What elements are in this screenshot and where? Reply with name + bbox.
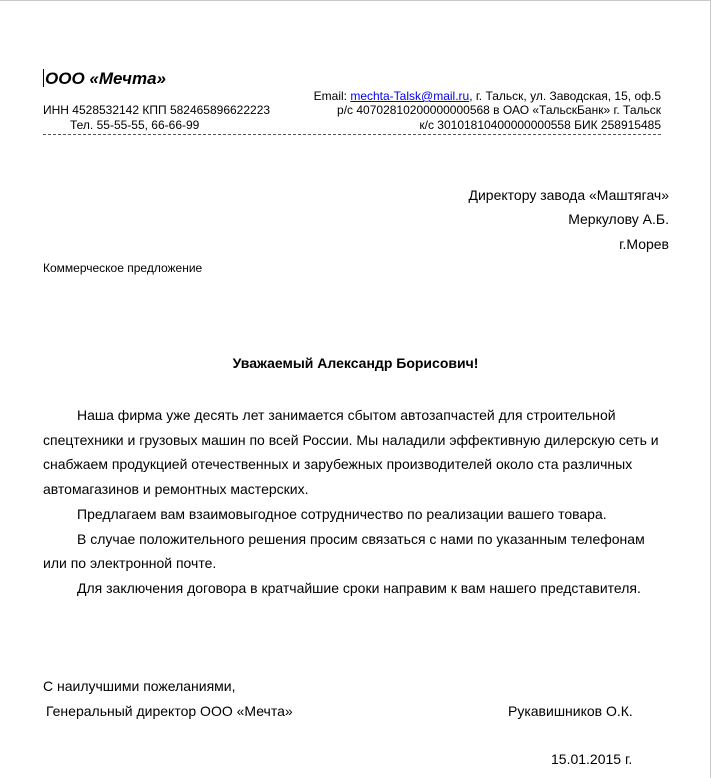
signer-position: Генеральный директор ООО «Мечта» [46, 703, 293, 719]
email-line [314, 89, 661, 103]
letter-subject: Коммерческое предложение [43, 261, 203, 275]
phones: Тел. 55-55-55, 66-66-99 [70, 118, 200, 132]
greeting: Уважаемый Александр Борисович! [232, 355, 479, 371]
company-name: ООО «Мечта» [45, 69, 166, 88]
email-prefix: Email: [313, 89, 351, 103]
page-border-top [0, 0, 711, 1]
bank-account: р/с 40702810200000000568 в ОАО «ТальскБанк» г. Тальск [337, 103, 661, 117]
paragraph: Для заключения договора в кратчайшие сроки направим к вам нашего представителя. [77, 579, 641, 596]
inn-kpp: ИНН 4528532142 КПП 582465896622223 [43, 103, 271, 117]
letterhead-separator [43, 134, 661, 135]
letter-date: 15.01.2015 г. [551, 751, 633, 767]
closing-phrase: С наилучшими пожеланиями, [43, 678, 236, 694]
signer-name: Рукавишников О.К. [508, 703, 633, 719]
recipient-position: Директору завода «Маштягач» [468, 187, 669, 203]
corr-account: к/с 30101810400000000558 БИК 258915485 [419, 118, 661, 132]
paragraph: В случае положительного решения просим связаться с нами по указанным телефонам или по электронной почте. [43, 530, 645, 572]
address: , г. Тальск, ул. Заводская, 15, оф.5 [469, 89, 661, 103]
paragraph: Наша фирма уже десять лет занимается сбытом автозапчастей для строительной спецтехники и грузовых машин по всей России. Мы наладили эффективную дилерскую сеть и снабжаем продукцией отечественных и зарубежных производителей около ста различных автомагазинов и ремонтных мастерских. [43, 407, 659, 498]
recipient-name: Меркулову А.Б. [568, 211, 669, 227]
paragraph: Предлагаем вам взаимовыгодное сотрудничество по реализации вашего товара. [77, 505, 607, 522]
email-link[interactable]: mechta-Talsk@mail.ru [350, 89, 470, 103]
text-cursor [43, 69, 44, 87]
recipient-city: г.Морев [619, 236, 669, 252]
letter-body [43, 403, 663, 601]
